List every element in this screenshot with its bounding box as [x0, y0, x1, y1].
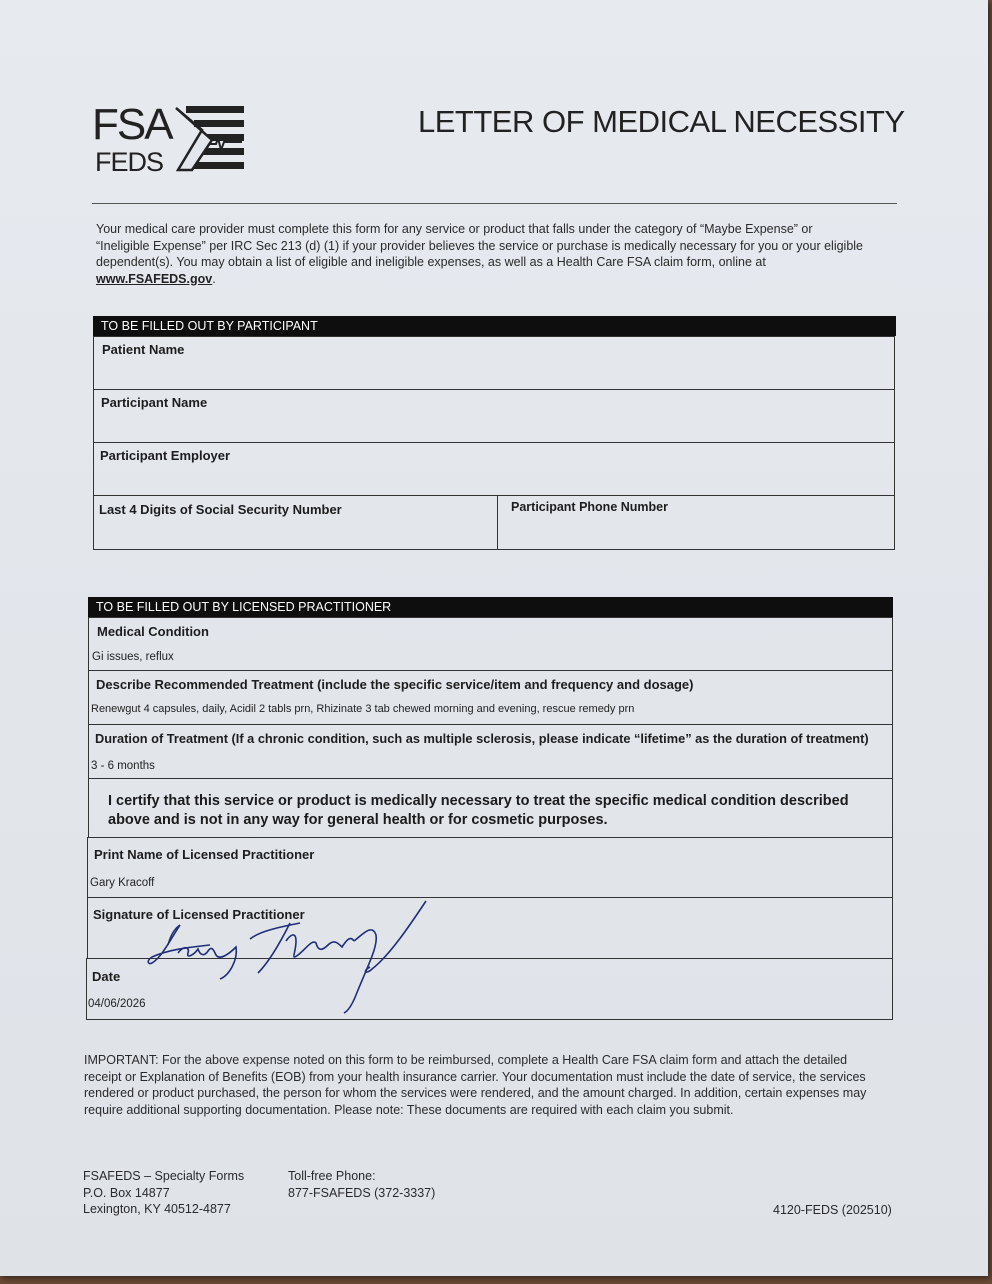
print-name-label: Print Name of Licensed Practitioner	[94, 847, 315, 862]
fsafeds-logo	[92, 100, 252, 180]
participant-section-header: TO BE FILLED OUT BY PARTICIPANT	[93, 316, 896, 336]
date-label: Date	[92, 969, 121, 984]
footer-phone	[288, 1168, 435, 1201]
certification-statement: I certify that this service or product is medically necessary to treat the specific medical condition described above and is not in any way for general health or for cosmetic purposes.	[108, 793, 849, 828]
ssn-last4-field[interactable]	[93, 495, 498, 550]
treatment-value: Renewgut 4 capsules, daily, Acidil 2 tabls prn, Rhizinate 3 tab chewed morning and evening, rescue remedy prn	[91, 703, 635, 715]
signature-label: Signature of Licensed Practitioner	[93, 907, 305, 922]
footer-address	[83, 1168, 244, 1218]
print-name-value: Gary Kracoff	[90, 877, 155, 889]
phone-number: 877-FSAFEDS (372-3337)	[288, 1185, 436, 1200]
medical-condition-field[interactable]	[88, 617, 893, 671]
print-name-field[interactable]	[87, 837, 893, 898]
address-line-1: FSAFEDS – Specialty Forms	[83, 1169, 245, 1183]
patient-name-field[interactable]	[93, 336, 895, 390]
duration-label: Duration of Treatment (If a chronic condition, such as multiple sclerosis, please indicate “lifetime” as the duration of treatment)	[95, 731, 869, 746]
ssn-label: Last 4 Digits of Social Security Number	[99, 502, 342, 517]
form-number: 4120-FEDS (202510)	[773, 1203, 892, 1217]
fsa-star-icon	[172, 104, 248, 178]
date-value: 04/06/2026	[88, 998, 146, 1010]
participant-name-label: Participant Name	[101, 395, 208, 410]
logo-text-feds: FEDS	[95, 147, 164, 177]
practitioner-section-header: TO BE FILLED OUT BY LICENSED PRACTITIONER	[88, 597, 893, 617]
treatment-label: Describe Recommended Treatment (include the specific service/item and frequency and dosage)	[96, 677, 694, 692]
header-divider	[92, 203, 897, 204]
fsafeds-website-link[interactable]: www.FSAFEDS.gov	[96, 271, 213, 286]
phone-caption: Toll-free Phone:	[288, 1169, 376, 1183]
duration-field[interactable]	[88, 724, 893, 779]
intro-text: Your medical care provider must complete this form for any service or product that falls under the category of “Maybe Expense” or “Ineligible Expense” per IRC Sec 213 (d) (1) if your provider believes the service or purchase is medically necessary for you or your eligible dependent(s). You may obtain a list of eligible and ineligible expenses, as well as a Health Care FSA claim form, online at	[96, 222, 864, 269]
intro-paragraph	[96, 221, 866, 287]
address-line-2: P.O. Box 14877	[83, 1185, 170, 1200]
practitioner-signature	[140, 895, 440, 1015]
page-title: LETTER OF MEDICAL NECESSITY	[418, 104, 905, 139]
patient-name-label: Patient Name	[102, 342, 185, 357]
medical-condition-value: Gi issues, reflux	[92, 651, 174, 663]
logo-text-fsa: FSA	[92, 100, 172, 149]
participant-employer-field[interactable]	[93, 442, 895, 496]
treatment-field[interactable]	[88, 670, 893, 725]
phone-label: Participant Phone Number	[511, 500, 668, 514]
duration-value: 3 - 6 months	[91, 760, 155, 772]
participant-employer-label: Participant Employer	[100, 448, 231, 463]
participant-phone-field[interactable]	[497, 495, 895, 550]
important-notice: IMPORTANT: For the above expense noted on this form to be reimbursed, complete a Health Care FSA claim form and attach the detailed receipt or Explanation of Benefits (EOB) from your health insurance carrier. Your documentation must include the date of service, the services rendered or product purchased, the person for whom the services were rendered, and the amount charged. In addition, certain expenses may require additional supporting documentation. Please note: These documents are required with each claim you submit.	[84, 1053, 867, 1117]
participant-name-field[interactable]	[93, 389, 895, 443]
medical-condition-label: Medical Condition	[97, 624, 209, 639]
intro-end: .	[212, 271, 216, 286]
address-line-3: Lexington, KY 40512-4877	[83, 1202, 231, 1216]
